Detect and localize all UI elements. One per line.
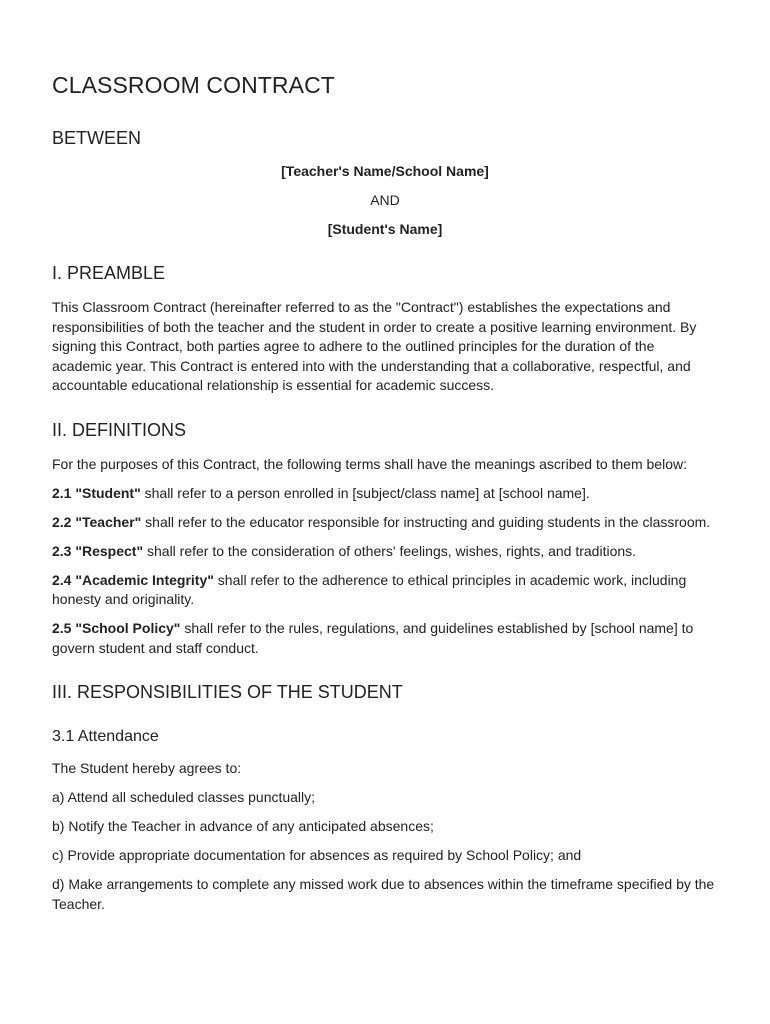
attendance-item: d) Make arrangements to complete any missed work due to absences within the timeframe specified by the Teacher.	[52, 876, 715, 912]
attendance-heading: 3.1 Attendance	[52, 728, 159, 745]
definition-item	[52, 542, 718, 562]
preamble-text: This Classroom Contract (hereinafter referred to as the "Contract") establishes the expectations and responsibilities of both the teacher and the student in order to create a positive learning environment. By signing this Contract, both parties agree to adhere to the outlined principles for the duration of the academic year. This Contract is entered into with the understanding that a collaborative, respectful, and accountable educational relationship is essential for academic success.	[52, 299, 697, 393]
attendance-item: c) Provide appropriate documentation for absences as required by School Policy; and	[52, 847, 582, 863]
responsibilities-heading: III. RESPONSIBILITIES OF THE STUDENT	[52, 682, 403, 702]
definition-text: shall refer to a person enrolled in [subject/class name] at [school name].	[140, 484, 590, 501]
definitions-intro: For the purposes of this Contract, the following terms shall have the meanings ascribed to them below:	[52, 455, 687, 472]
definition-item	[52, 484, 718, 504]
between-heading: BETWEEN	[52, 128, 142, 148]
definition-item	[52, 513, 718, 533]
definition-text: shall refer to the educator responsible for instructing and guiding students in the classroom.	[141, 513, 711, 530]
definition-item	[52, 619, 718, 658]
and-separator: AND	[370, 192, 400, 208]
definitions-heading: II. DEFINITIONS	[52, 419, 187, 440]
document-title: CLASSROOM CONTRACT	[52, 72, 335, 98]
teacher-party: [Teacher's Name/School Name]	[281, 163, 489, 179]
preamble-heading: I. PREAMBLE	[52, 263, 166, 283]
definition-text: shall refer to the adherence to ethical principles in academic work, including honesty and originality.	[52, 571, 687, 607]
attendance-item: b) Notify the Teacher in advance of any anticipated absences;	[52, 818, 434, 834]
definition-term: 2.5 "School Policy"	[52, 620, 181, 636]
attendance-intro: The Student hereby agrees to:	[52, 760, 242, 776]
attendance-item: a) Attend all scheduled classes punctually;	[52, 789, 316, 805]
definition-term: 2.3 "Respect"	[52, 542, 144, 559]
definition-term: 2.4 "Academic Integrity"	[52, 571, 214, 588]
definition-text: shall refer to the consideration of others' feelings, wishes, rights, and traditions.	[143, 542, 637, 559]
definition-term: 2.2 "Teacher"	[52, 513, 142, 530]
student-party: [Student's Name]	[327, 221, 443, 237]
definition-term: 2.1 "Student"	[52, 484, 141, 501]
definition-text: shall refer to the rules, regulations, and guidelines established by [school name] to govern student and staff conduct.	[52, 620, 694, 656]
definition-item	[52, 571, 718, 610]
